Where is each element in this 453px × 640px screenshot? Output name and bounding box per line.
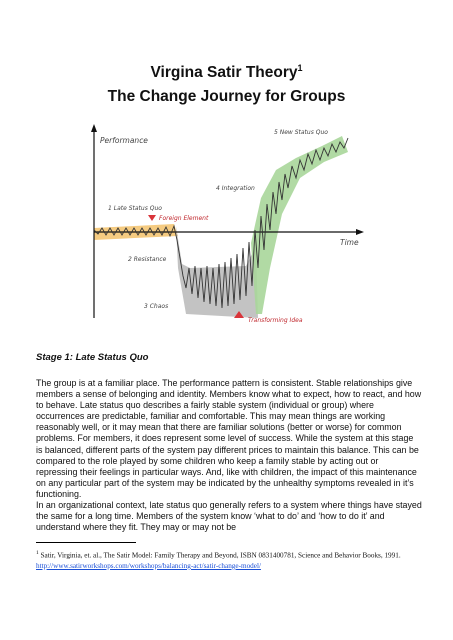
late-status-quo-label: 1 Late Status Quo [108,205,162,212]
change-curve-figure [86,118,366,338]
title-footnote-mark: 1 [297,63,303,73]
footnote-mark: 1 [36,550,39,556]
page-title [0,63,453,82]
footnote-link[interactable]: http://www.satirworkshops.com/workshops/balancing-act/satir-change-model/ [36,561,261,570]
footnote-divider [36,542,136,543]
body-text [36,378,422,533]
time-label: Time [340,238,359,247]
foreign-element-label: Foreign Element [159,215,209,222]
new-status-quo-label: 5 New Status Quo [274,129,328,136]
change-curve-svg [86,118,366,338]
section-heading: Stage 1: Late Status Quo [36,352,149,363]
integration-label: 4 Integration [216,185,255,192]
resistance-label: 2 Resistance [128,256,167,263]
paragraph-2: In an organizational context, late status quo generally refers to a system where things have stayed the same for a long time. Members of the system know ‘what to do’ and ‘how to do it’ and understand where they fit. They may or may not be [36,500,422,533]
paragraph-1: The group is at a familiar place. The performance pattern is consistent. Stable relationships give members a sense of belonging and identity. Members know what to expect, how to react, and how to behave. Late status quo describes a fairly stable system (individual or group) where occurrences are predictable, familiar and comfortable. This may mean things are working reasonably well, or it may mean that there are familiar solutions (better or worse) for common problems. For members, it does represent some level of success. While the system at this stage is balanced, different parts of the system pay different prices to maintain this balance. This can be compared to the role played by some children who keep a family stable by acting out or repressing their feelings in particular ways. And, like with children, the impact of this maintenance on any particular part of the system may be indicated by the unhealthy symptoms revealed in it’s functioning. [36,378,422,499]
footnote-text: Satir, Virginia, et. al., The Satir Model: Family Therapy and Beyond, ISBN 0831400781, Science and Behavior Books, 1991. [38,551,401,560]
footnote [36,548,426,571]
performance-label: Performance [100,136,148,145]
transforming-idea-label: Transforming Idea [248,317,303,324]
title-text: Virgina Satir Theory [150,64,298,82]
page-subtitle: The Change Journey for Groups [107,88,346,105]
chaos-label: 3 Chaos [144,303,169,310]
